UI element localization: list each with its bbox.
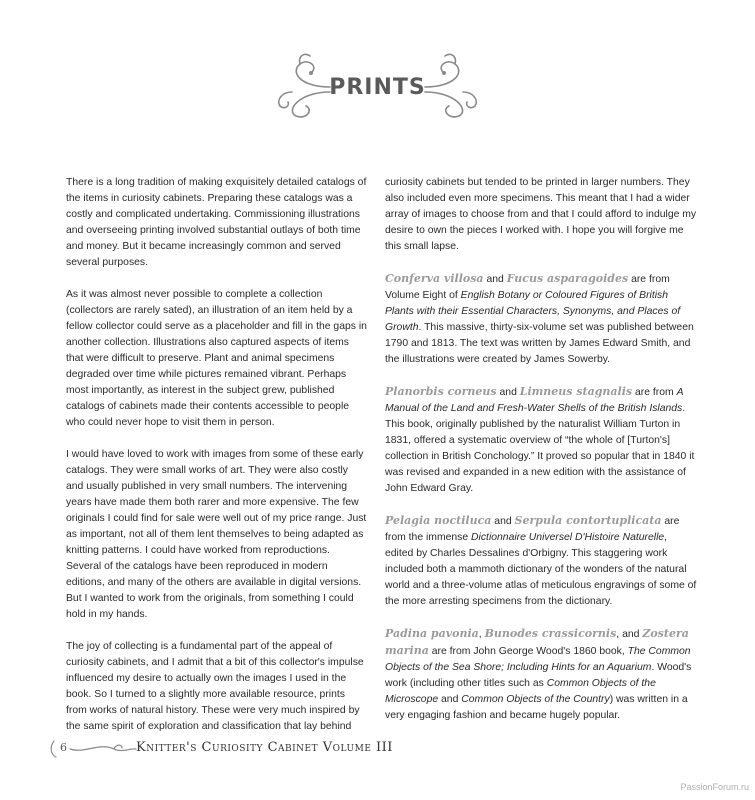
- paragraph: As it was almost never possible to complete a collection (collectors are rarely sated), an illustration of an item held by a fellow collector could serve as a placeholder and fill in the gaps in another collection. Illustrations also captured aspects of items that were difficult to preserve. Plant and animal specimens degraded over time while pictures remained vibrant. Perhaps most importantly, as interest in the subject grew, published catalogs of cabinets made their contents accessible to people who could never hope to visit them in person.: [66, 289, 367, 428]
- species-name: Planorbis corneus: [385, 385, 497, 398]
- book-title: English Botany or Coloured Figures of British Plants with their Essential Characters, Synonyms, and Places of Growth: [385, 290, 681, 333]
- text: and: [486, 274, 504, 285]
- text: are from the immense: [385, 516, 680, 543]
- species-name: Bunodes crassicornis: [484, 627, 617, 640]
- text: are from: [634, 387, 674, 398]
- text: and: [441, 694, 459, 705]
- paragraph: curiosity cabinets but tended to be printed in larger numbers. They also included even more specimens. This meant that I had a wider array of images to choose from and that I could afford to indulge my desire to own the pieces I worked with. I hope you will forgive me this small lapse.: [385, 177, 697, 252]
- text: ) was written in a very engaging fashion and became hugely popular.: [385, 694, 688, 721]
- paragraph-manual-shells: [385, 384, 697, 497]
- paragraph: There is a long tradition of making exquisitely detailed catalogs of the items in curiosity cabinets. Preparing these catalogs was a costly and complicated undertaking. Commissioning illustrations and overseeing printing involved substantial outlays of both time and money. But it became increasingly common and served several purposes.: [66, 177, 367, 268]
- page-title: PRINTS: [329, 75, 426, 100]
- species-name: Limneus stagnalis: [519, 385, 633, 398]
- species-name: Zostera marina: [385, 627, 689, 657]
- text: . This book, originally published by the naturalist William Turton in 1831, offered a systematic overview of “the whole of [Turton's] collection in British Conchology.” It proved so popular that in 1840 it was revised and expanded in a new edition with the assistance of John Edward Gray.: [385, 403, 695, 494]
- text: , and: [616, 629, 640, 640]
- species-name: Pelagia noctiluca: [385, 514, 492, 527]
- text: ,: [478, 629, 482, 640]
- species-name: Padina pavonia: [385, 627, 479, 640]
- paragraph-english-botany: [385, 271, 697, 368]
- book-title: Common Objects of the Microscope: [385, 678, 656, 705]
- book-title: The Common Objects of the Sea Shore; Including Hints for an Aquarium: [385, 646, 691, 673]
- watermark: PassionForum.ru: [680, 782, 749, 792]
- right-column: [385, 175, 697, 740]
- text: are from Volume Eight of: [385, 274, 670, 301]
- page-number: 6: [60, 741, 67, 754]
- book-title: Common Objects of the Country: [461, 694, 610, 705]
- text: , edited by Charles Dessalines d'Orbigny. This staggering work included both a mammoth dictionary of the wonders of the natural world and a three-volume atlas of meticulous engravings of some of the more arresting specimens from the dictionary.: [385, 532, 697, 607]
- text: and: [494, 516, 512, 527]
- book-title: A Manual of the Land and Fresh-Water Shells of the British Islands: [385, 387, 684, 414]
- book-title: Dictionnaire Universel D'Histoire Naturelle: [471, 532, 665, 543]
- paragraph-dictionnaire: [385, 513, 697, 610]
- species-name: Serpula contortuplicata: [514, 514, 662, 527]
- text: . Wood's work (including other titles such as: [385, 662, 692, 689]
- running-title: Knitter's Curiosity Cabinet Volume III: [136, 740, 393, 755]
- paragraph-common-objects: [385, 626, 697, 724]
- paragraph: The joy of collecting is a fundamental part of the appeal of curiosity cabinets, and I admit that a bit of this collector's impulse influenced my desire to actually own the images I used in the book. So I turned to a slightly more available resource, prints from works of natural history. These were very much inspired by the same spirit of exploration and classification that lay behind: [66, 641, 364, 732]
- text: are from John George Wood's 1860 book,: [431, 646, 625, 657]
- page-footer: [50, 738, 450, 760]
- left-column: [66, 175, 368, 751]
- species-name: Fucus asparagoides: [506, 272, 629, 285]
- species-name: Conferva villosa: [385, 272, 484, 285]
- paragraph: I would have loved to work with images from some of these early catalogs. They were small works of art. They were also costly and usually published in very small numbers. The intervening years have made them both rarer and more expensive. The few originals I could find for sale were well out of my price range. Just as important, not all of them lent themselves to being adapted as knitting patterns. I could have worked from reproductions. Several of the catalogs have been reproduced in modern editions, and many of the others are available in digital versions. But I wanted to work from the originals, from something I could hold in my hands.: [66, 449, 367, 620]
- text: and: [499, 387, 517, 398]
- text: . This massive, thirty-six-volume set was published between 1790 and 1813. The text was written by James Edward Smith, and the illustrations were created by James Sowerby.: [385, 322, 694, 365]
